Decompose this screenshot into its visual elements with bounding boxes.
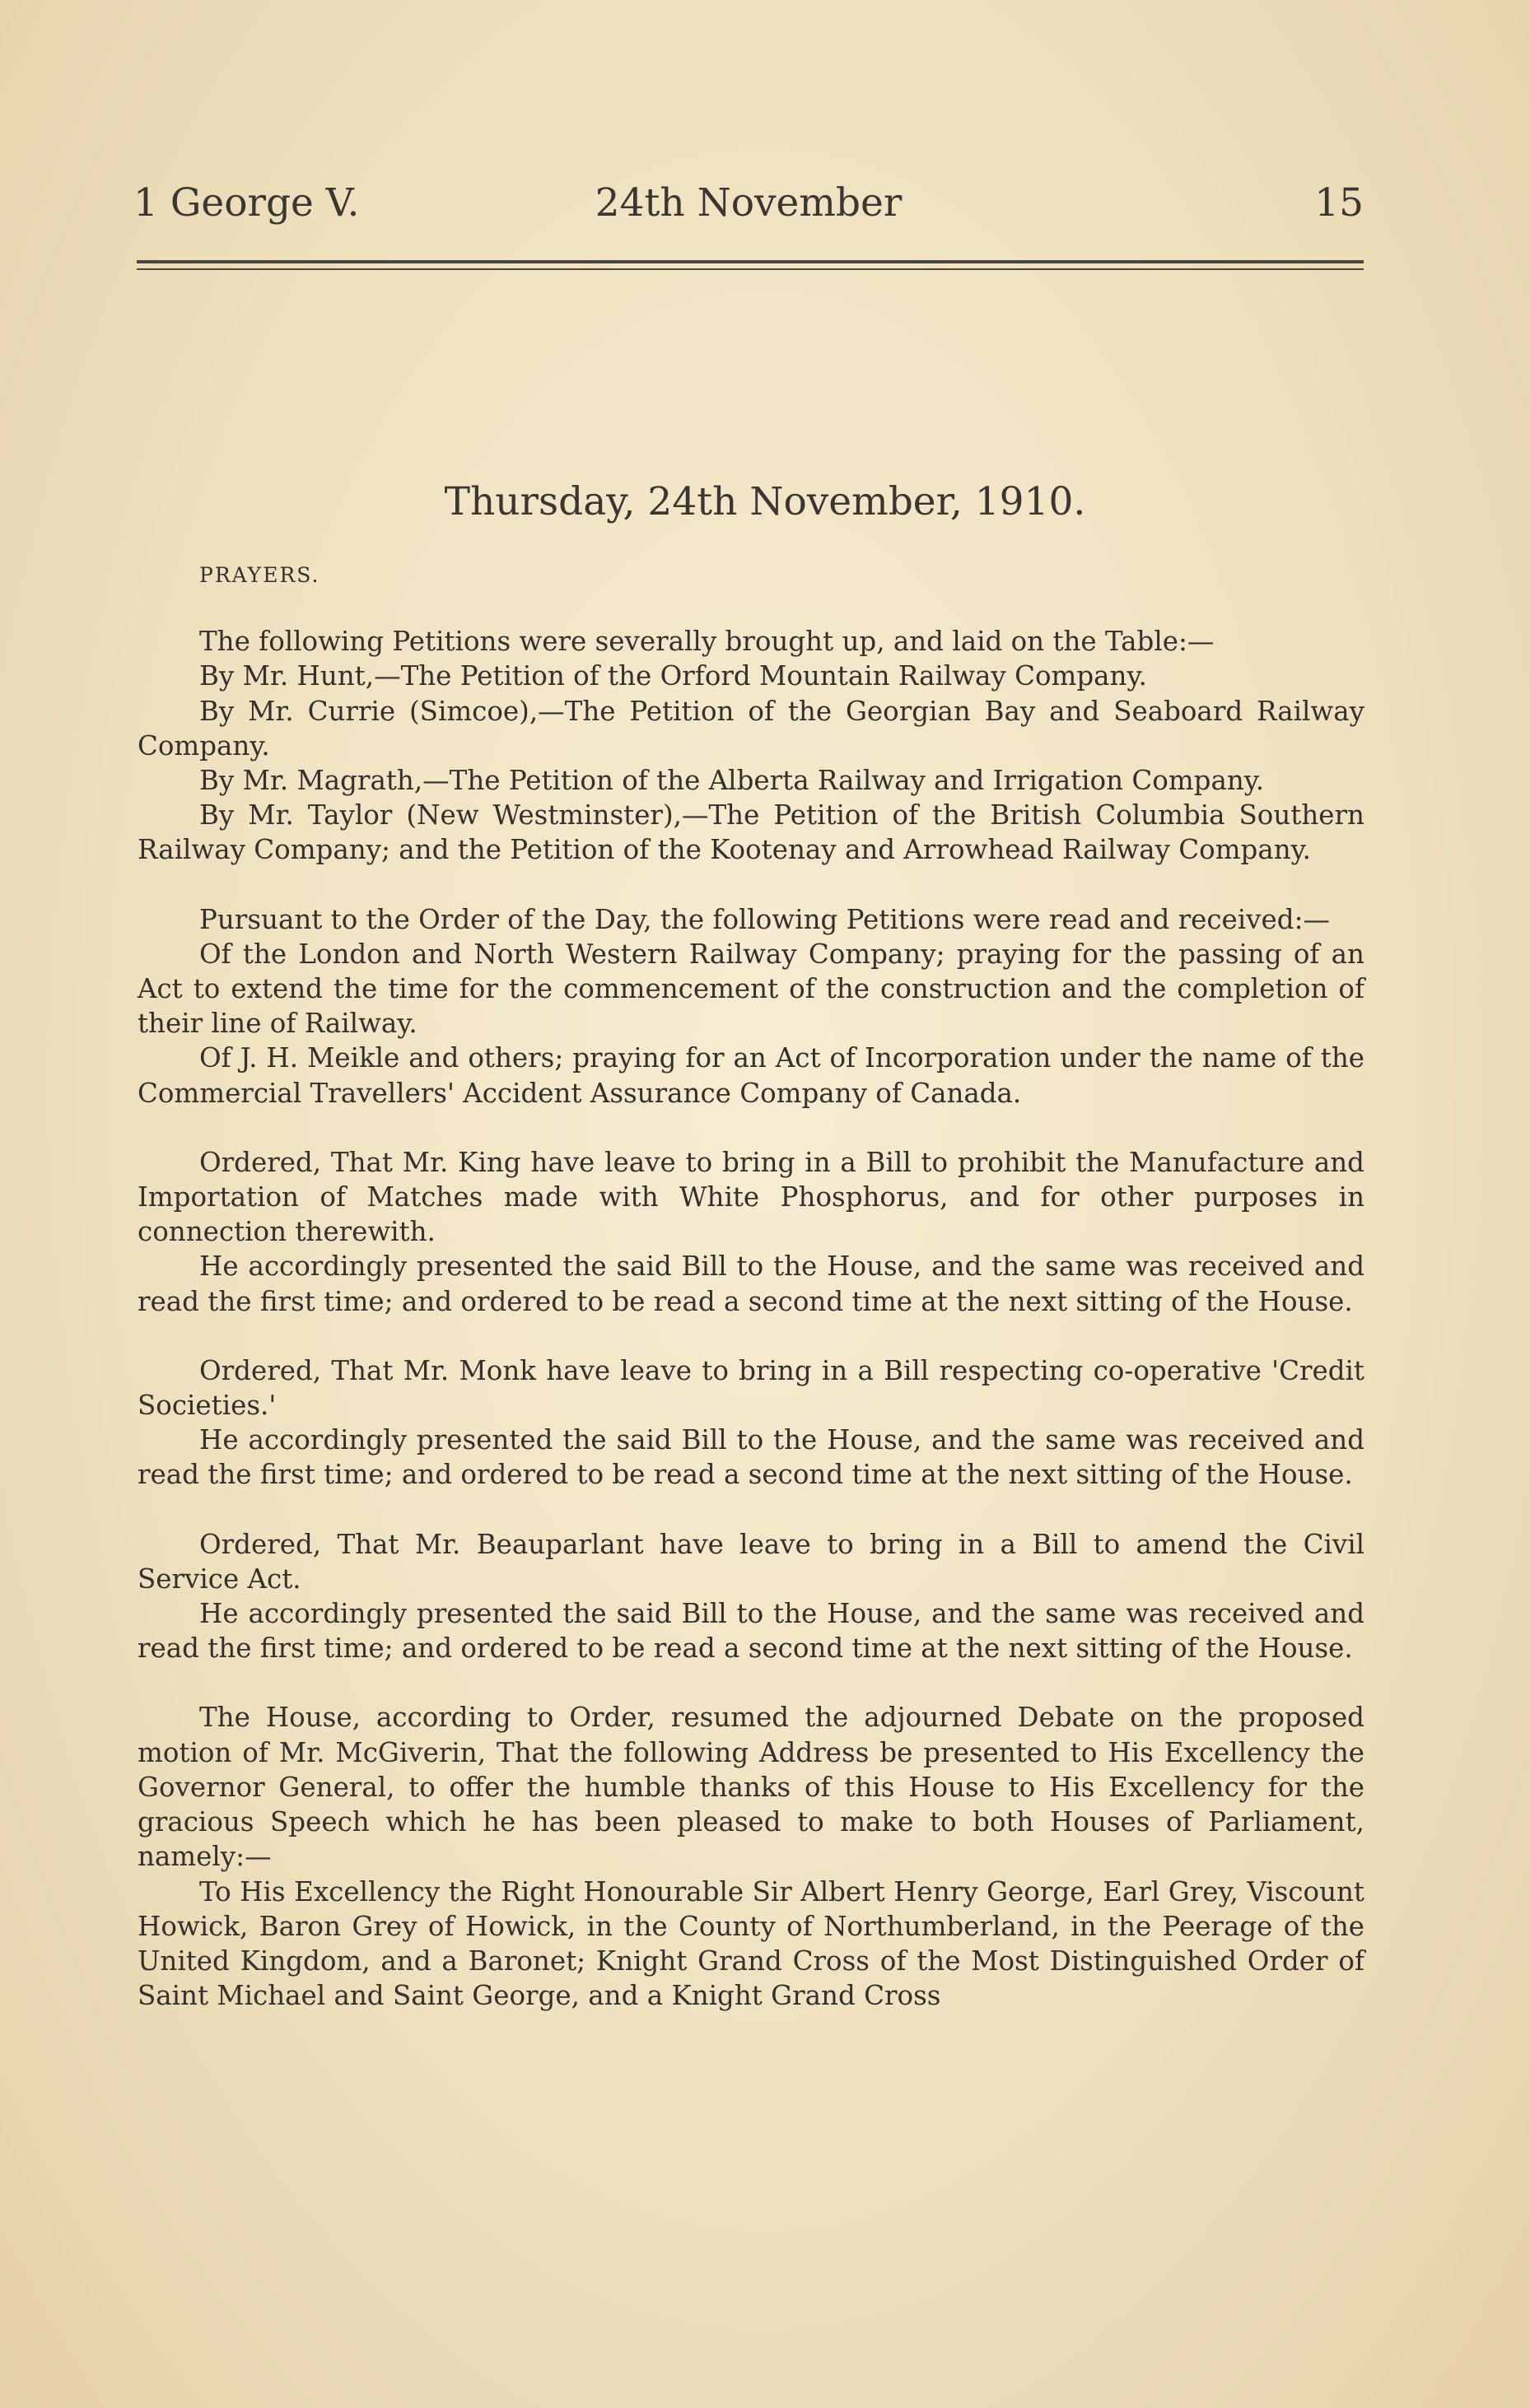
paragraph: He accordingly presented the said Bill to the House, and the same was received and read the first time; and ordered to be read a second time at the next sitting of the House. xyxy=(138,1251,1364,1317)
page-number: 15 xyxy=(1314,180,1364,226)
paragraph: The following Petitions were severally brought up, and laid on the Table:— xyxy=(199,626,1215,658)
paragraph: By Mr. Magrath,—The Petition of the Alberta Railway and Irrigation Company. xyxy=(199,765,1265,797)
header-regnal-year: 1 George V. xyxy=(133,180,360,226)
header-date: 24th November xyxy=(595,180,903,226)
header-rule-thin xyxy=(137,268,1364,270)
paragraph: Of the London and North Western Railway Company; praying for the passing of an Act to extend the time for the commencement of the construction and the completion of their line of Railway. xyxy=(138,938,1364,1040)
paragraph: By Mr. Taylor (New Westminster),—The Petition of the British Columbia Southern Railway Company; and the Petition of the Kootenay and Arrowhead Railway Company. xyxy=(138,799,1364,866)
paragraph: Ordered, That Mr. Beauparlant have leave to bring in a Bill to amend the Civil Service Act. xyxy=(138,1528,1364,1595)
journal-body xyxy=(138,558,1364,2013)
running-header xyxy=(133,175,1364,232)
paragraph: The House, according to Order, resumed the adjourned Debate on the proposed motion of Mr. McGiverin, That the following Address be presented to His Excellency the Governor General, to offer the humble thanks of this House to His Excellency for the gracious Speech which he has been pleased to make to both Houses of Parliament, namely:— xyxy=(138,1702,1364,1873)
paragraph: By Mr. Hunt,—The Petition of the Orford Mountain Railway Company. xyxy=(199,660,1147,692)
section-heading: PRAYERS. xyxy=(199,563,320,587)
paragraph: Pursuant to the Order of the Day, the following Petitions were read and received:— xyxy=(199,903,1331,935)
paragraph: He accordingly presented the said Bill to the House, and the same was received and read the first time; and ordered to be read a second time at the next sitting of the House. xyxy=(138,1598,1364,1665)
paragraph: Ordered, That Mr. King have leave to bring in a Bill to prohibit the Manufacture and Importation of Matches made with White Phosphorus, and for other purposes in connection therewith. xyxy=(138,1146,1364,1248)
paragraph: Ordered, That Mr. Monk have leave to bring in a Bill respecting co-operative 'Credit Societies.' xyxy=(138,1354,1364,1422)
paragraph: By Mr. Currie (Simcoe),—The Petition of the Georgian Bay and Seaboard Railway Company. xyxy=(138,695,1364,762)
page-title: Thursday, 24th November, 1910. xyxy=(444,479,1086,524)
paragraph: Of J. H. Meikle and others; praying for an Act of Incorporation under the name of the Commercial Travellers' Accident Assurance Company of Canada. xyxy=(138,1042,1364,1109)
paragraph: He accordingly presented the said Bill to the House, and the same was received and read the first time; and ordered to be read a second time at the next sitting of the House. xyxy=(138,1424,1364,1491)
paragraph: To His Excellency the Right Honourable Sir Albert Henry George, Earl Grey, Viscount Howick, Baron Grey of Howick, in the County of Northumberland, in the Peerage of the United Kingdom, and a Baronet; Knight Grand Cross of the Most Distinguished Order of Saint Michael and Saint George, and a Knight Grand Cross xyxy=(138,1875,1364,2012)
header-rule-thick xyxy=(137,260,1364,263)
